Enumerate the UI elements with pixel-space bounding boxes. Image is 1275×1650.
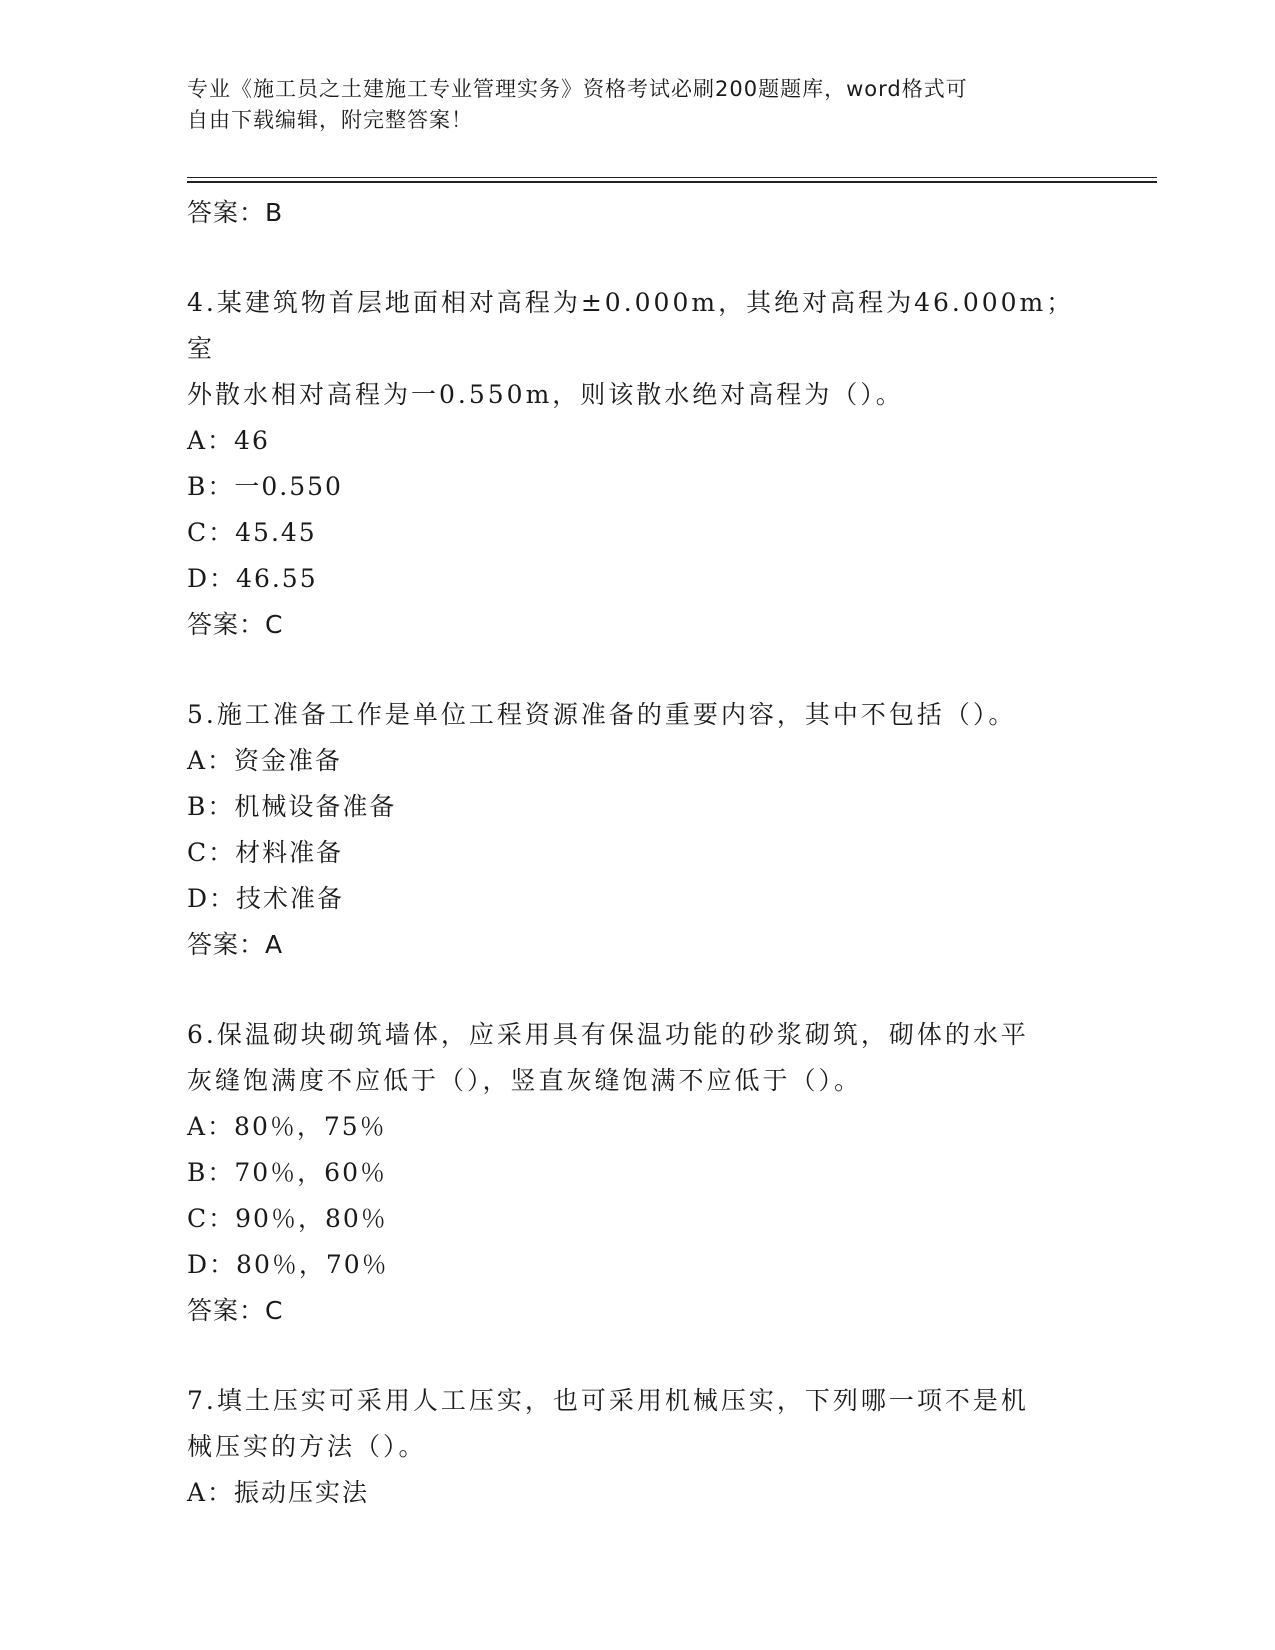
question-7 xyxy=(187,1378,1087,1516)
option-a: A：46 xyxy=(187,426,270,455)
option-c: C：45.45 xyxy=(187,518,317,547)
question-text-line-2: 灰缝饱满度不应低于（），竖直灰缝饱满不应低于（）。 xyxy=(187,1066,863,1095)
option-c: C：材料准备 xyxy=(187,838,344,867)
option-c: C：90％，80％ xyxy=(187,1204,388,1233)
question-list xyxy=(187,190,1087,1516)
option-d: D：80％，70％ xyxy=(187,1250,389,1279)
option-a: A：振动压实法 xyxy=(187,1478,370,1507)
header-title-line-1: 专业《施工员之土建施工专业管理实务》资格考试必刷200题题库，word格式可 xyxy=(187,77,968,101)
option-a: A：80％，75％ xyxy=(187,1112,387,1141)
answer: 答案：A xyxy=(187,930,284,959)
question-6 xyxy=(187,1012,1087,1334)
question-text-line-2: 外散水相对高程为一0.550m，则该散水绝对高程为（）。 xyxy=(187,380,904,409)
question-text-line-1: 7.填土压实可采用人工压实，也可采用机械压实，下列哪一项不是机 xyxy=(187,1386,1029,1415)
previous-answer: 答案：B xyxy=(187,198,284,227)
option-d: D：技术准备 xyxy=(187,884,345,913)
document-header xyxy=(187,74,1067,136)
question-text-line-2: 械压实的方法（）。 xyxy=(187,1432,427,1461)
option-b: B：一0.550 xyxy=(187,472,343,501)
option-a: A：资金准备 xyxy=(187,746,343,775)
answer: 答案：C xyxy=(187,1296,284,1325)
question-4 xyxy=(187,280,1087,648)
question-text-line-1: 6.保温砌块砌筑墙体，应采用具有保温功能的砂浆砌筑，砌体的水平 xyxy=(187,1020,1029,1049)
answer: 答案：C xyxy=(187,610,284,639)
header-divider-top xyxy=(187,177,1157,178)
header-divider-bottom xyxy=(187,181,1157,183)
option-b: B：机械设备准备 xyxy=(187,792,397,821)
question-5 xyxy=(187,692,1087,968)
question-text-line-1: 4.某建筑物首层地面相对高程为±0.000m，其绝对高程为46.000m；室 xyxy=(187,288,1075,363)
option-b: B：70％，60％ xyxy=(187,1158,387,1187)
header-title-line-2: 自由下载编辑，附完整答案！ xyxy=(187,108,473,132)
option-d: D：46.55 xyxy=(187,564,318,593)
question-text-line-1: 5.施工准备工作是单位工程资源准备的重要内容，其中不包括（）。 xyxy=(187,700,1017,729)
